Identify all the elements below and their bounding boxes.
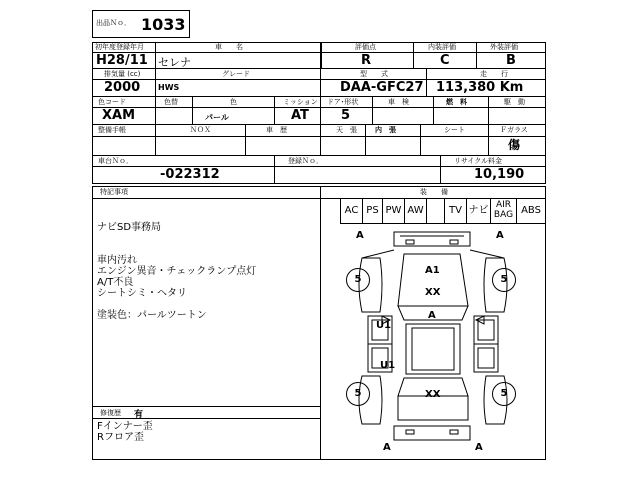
fuel-label: 燃 料 — [446, 98, 467, 106]
car-name: セレナ — [158, 56, 191, 69]
evaluation-score: R — [361, 53, 372, 68]
note-line: 塗装色：パールツートン — [97, 310, 207, 321]
note-line: A/T不良 — [97, 277, 134, 288]
mark-front-right: A — [496, 230, 504, 241]
equip-airbag: AIR BAG — [493, 200, 514, 220]
sunroof-label: 天 張 — [336, 126, 357, 134]
lot-number-box — [92, 10, 190, 38]
equip-ps: PS — [366, 205, 379, 216]
drive-label: 駆 動 — [504, 98, 525, 106]
mark-rear-left: A — [383, 442, 391, 453]
seat-label: シート — [444, 126, 465, 134]
color: パール — [205, 113, 229, 122]
mark-roof: A — [428, 310, 436, 321]
note-line: ナビSD事務局 — [97, 222, 162, 233]
color-change-label: 色替 — [164, 98, 178, 106]
equip-tv: TV — [449, 205, 462, 216]
mission-label: ミッション — [283, 98, 318, 106]
nox-label: ＮＯＸ — [190, 126, 211, 134]
repair-value: 有 — [134, 410, 144, 420]
car-damage-diagram — [320, 224, 546, 460]
equip-ac: AC — [344, 205, 359, 216]
recycle-fee: 10,190 — [474, 167, 525, 182]
equip-pw: PW — [385, 205, 402, 216]
history-label: 車 歴 — [266, 126, 287, 134]
interior-label: 内装評価 — [428, 43, 456, 51]
year-label: 初年度登録年月 — [95, 43, 144, 51]
wheel-front-left: 5 — [346, 268, 370, 292]
mission: AT — [291, 108, 309, 123]
inspection-label: 車 検 — [388, 98, 409, 106]
notes-text — [97, 222, 256, 321]
mark-rear-right: A — [475, 442, 483, 453]
equip-aw: AW — [407, 205, 424, 216]
chassis-label: 車台Ｎｏ． — [98, 157, 133, 165]
doors-label: ドア･形状 — [327, 98, 359, 106]
model-label: 型 式 — [360, 70, 388, 78]
mileage: 113,380 Km — [436, 80, 524, 95]
first-registration: H28/11 — [96, 53, 148, 68]
registration-label: 登録Ｎｏ． — [288, 157, 323, 165]
model-code: DAA-GFC27 — [340, 80, 424, 95]
wheel-rear-left: 5 — [346, 382, 370, 406]
doors: 5 — [341, 108, 351, 123]
mark-rear: XX — [425, 389, 441, 400]
trim-label: 内 張 — [375, 126, 396, 134]
lot-number: 1033 — [141, 15, 186, 34]
glass-value: 傷 — [508, 138, 521, 152]
color-code-label: 色コード — [98, 98, 126, 106]
equip-navi: ナビ — [468, 205, 489, 216]
chassis-number: -022312 — [160, 167, 220, 182]
wheel-rear-right: 5 — [492, 382, 516, 406]
note-line — [97, 299, 256, 310]
note-line: エンジン異音・チェックランプ点灯 — [97, 266, 257, 277]
manual-label: 整備手帳 — [98, 126, 126, 134]
note-line — [97, 233, 256, 244]
mark-hood-2: XX — [425, 287, 441, 298]
grade: HWS — [158, 83, 180, 92]
equip-abs: ABS — [521, 205, 541, 216]
repair-line: Fインナー歪 — [97, 421, 153, 432]
repair-line: Rフロア歪 — [97, 432, 144, 443]
repair-label: 修復歴 — [100, 409, 121, 417]
cc-label: 排気量 (cc) — [104, 70, 141, 78]
recycle-label: リサイクル料金 — [454, 157, 503, 165]
mark-front-left: A — [356, 230, 364, 241]
equipment-label: 装 備 — [420, 188, 448, 196]
note-line: シートシミ・ヘタリ — [97, 288, 187, 299]
color-code: XAM — [102, 108, 136, 123]
wheel-front-right: 5 — [492, 268, 516, 292]
score-label: 評価点 — [355, 43, 376, 51]
color-label: 色 — [230, 98, 237, 106]
exterior-score: B — [506, 53, 516, 68]
car-name-label: 車 名 — [215, 43, 243, 51]
mark-left-rear-door: U1 — [380, 360, 396, 371]
note-line — [97, 244, 256, 255]
exterior-label: 外装評価 — [490, 43, 518, 51]
mark-hood: A1 — [425, 265, 440, 276]
interior-score: C — [440, 53, 450, 68]
note-line: 車内汚れ — [97, 255, 137, 266]
lot-number-label: 出品Ｎｏ． — [96, 19, 131, 27]
mileage-label: 走 行 — [480, 70, 508, 78]
glass-label: Ｆガラス — [500, 126, 528, 134]
notes-label: 特記事項 — [100, 188, 128, 196]
displacement: 2000 — [104, 80, 141, 95]
mark-left-front-door: U1 — [376, 320, 392, 331]
grade-label: グレード — [222, 70, 250, 78]
